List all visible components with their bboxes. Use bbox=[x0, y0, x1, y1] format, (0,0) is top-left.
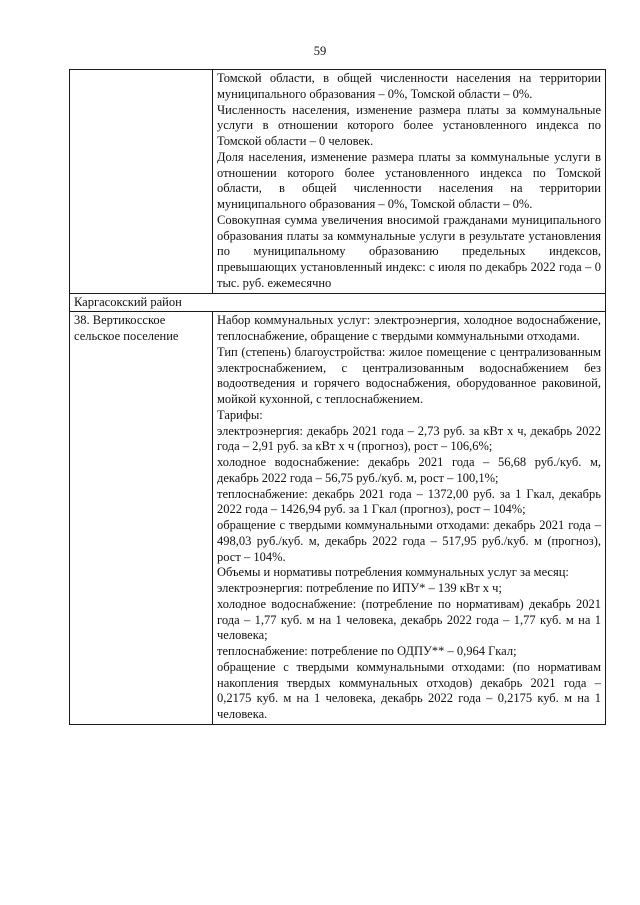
settlement-name: 38. Вертикосское сельское поселение bbox=[74, 313, 179, 343]
paragraph: электроэнергия: потребление по ИПУ* – 139 кВт х ч; bbox=[217, 581, 502, 595]
paragraph: Численность населения, изменение размера платы за коммунальные услуги в отношении которого более установленного индекса по Томской области – 0 человек. bbox=[217, 102, 601, 148]
paragraph: холодное водоснабжение: декабрь 2021 года – 56,68 руб./куб. м, декабрь 2022 года – 56,75 руб./куб. м, рост – 100,1%; bbox=[217, 455, 601, 485]
table-row-settlement bbox=[70, 312, 606, 725]
paragraph: Тип (степень) благоустройства: жилое помещение с централизованным электроснабжением, с централизованным водоснабжением без водоотведения и горячего водоснабжения, оборудованное раковиной, мойкой кухонной, с теплоснабжением. bbox=[217, 344, 601, 406]
municipality-cell bbox=[70, 312, 213, 725]
paragraph: Объемы и нормативы потребления коммунальных услуг за месяц: bbox=[217, 565, 569, 580]
paragraph: обращение с твердыми коммунальными отходами: декабрь 2021 года – 498,03 руб./куб. м, декабрь 2022 года – 517,95 руб./куб. м (прогноз), рост – 104%. bbox=[217, 518, 601, 564]
paragraph: холодное водоснабжение: (потребление по нормативам) декабрь 2021 года – 1,77 куб. м на 1 человека, декабрь 2022 года – 1,77 куб. м на 1 человека; bbox=[217, 596, 601, 643]
page-number: 59 bbox=[313, 44, 327, 58]
municipality-cell-empty bbox=[70, 70, 213, 294]
district-name: Каргасокский район bbox=[70, 293, 606, 312]
table-row-district bbox=[70, 293, 606, 312]
paragraph: Доля населения, изменение размера платы за коммунальные услуги в отношении которого более установленного индекса по Томской области, в общей численности населения на территории муниципального образования – 0%, Томской области – 0%. bbox=[217, 149, 601, 211]
paragraph: электроэнергия: декабрь 2021 года – 2,73 руб. за кВт х ч, декабрь 2022 года – 2,91 руб. за кВт х ч (прогноз), рост – 106,6%; bbox=[217, 423, 601, 454]
paragraph: теплоснабжение: потребление по ОДПУ** – 0,964 Гкал; bbox=[217, 644, 517, 658]
paragraph: теплоснабжение: декабрь 2021 года – 1372,00 руб. за 1 Гкал, декабрь 2022 года – 1426,94 руб. за 1 Гкал (прогноз), рост – 104%; bbox=[217, 486, 601, 517]
indicators-cell bbox=[213, 312, 606, 725]
paragraph: Томской области, в общей численности населения на территории муниципального образования – 0%, Томской области – 0%. bbox=[217, 71, 601, 101]
indicators-table bbox=[69, 69, 606, 725]
paragraph: Тарифы: bbox=[217, 407, 263, 422]
indicators-cell-continued bbox=[213, 70, 606, 294]
table-row-continuation bbox=[70, 70, 606, 294]
paragraph: Набор коммунальных услуг: электроэнергия, холодное водоснабжение, теплоснабжение, обращение с твердыми коммунальными отходами. bbox=[217, 313, 601, 343]
paragraph: обращение с твердыми коммунальными отходами: (по нормативам накопления твердых коммунальных отходов) декабрь 2021 года – 0,2175 куб. м на 1 человека, декабрь 2022 года – 0,2175 куб. м на 1 человека. bbox=[217, 659, 601, 721]
paragraph: Совокупная сумма увеличения вносимой гражданами муниципального образования платы за коммунальные услуги в результате установления по муниципальному образованию предельных индексов, превышающих установленный индекс: с июля по декабрь 2022 года – 0 тыс. руб. ежемесячно bbox=[217, 212, 601, 290]
